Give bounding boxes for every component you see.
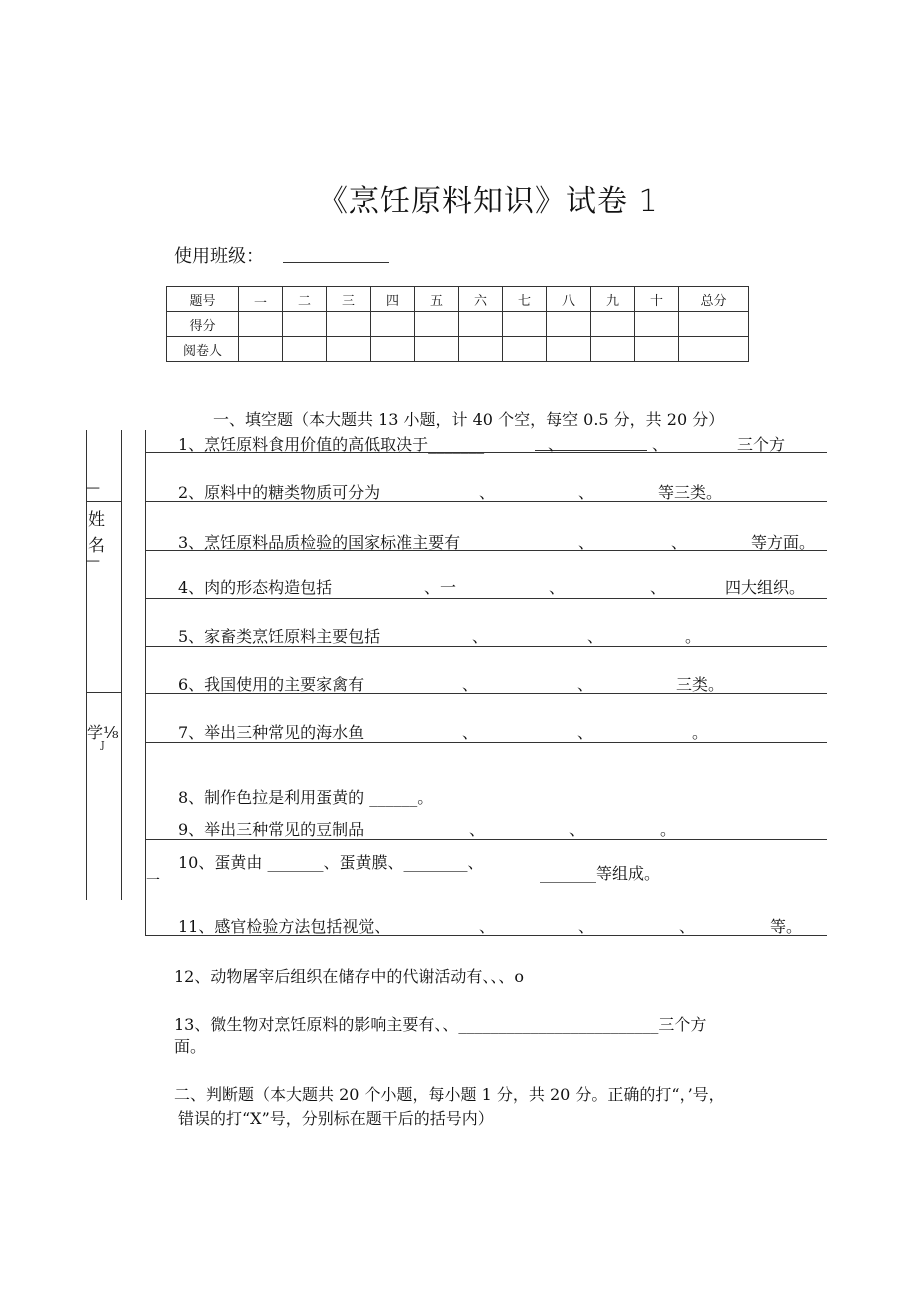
grader-cell[interactable] xyxy=(283,337,327,362)
question-5-tail: 。 xyxy=(685,627,702,646)
student-id-label: 学⅛ xyxy=(87,723,119,742)
question-2-part: 、 xyxy=(578,483,595,502)
score-cell[interactable] xyxy=(239,312,283,337)
question-9: 9、举出三种常见的豆制品 xyxy=(178,820,365,839)
question-9-part: 、 xyxy=(469,820,486,839)
score-table xyxy=(166,286,749,362)
grader-cell[interactable] xyxy=(327,337,371,362)
header-cell: 八 xyxy=(547,287,591,312)
question-7: 7、举出三种常见的海水鱼 xyxy=(178,723,365,742)
question-13-continued: 面。 xyxy=(174,1037,207,1056)
student-id-mark: J xyxy=(101,741,105,751)
grader-cell[interactable] xyxy=(591,337,635,362)
question-1-tail: 三个方 xyxy=(737,435,786,454)
score-cell[interactable] xyxy=(591,312,635,337)
answer-row-rule xyxy=(145,935,827,936)
answer-row-rule xyxy=(145,501,827,502)
score-cell[interactable] xyxy=(547,312,591,337)
header-cell: 二 xyxy=(283,287,327,312)
grader-cell[interactable] xyxy=(239,337,283,362)
question-1-part: 、 xyxy=(652,435,669,454)
question-5: 5、家畜类烹饪原料主要包括 xyxy=(178,627,381,646)
margin-divider xyxy=(86,501,121,502)
question-1: 1、烹饪原料食用价值的高低取决于_______ xyxy=(178,435,485,454)
header-cell: 七 xyxy=(503,287,547,312)
question-1-part: 、 xyxy=(548,435,565,454)
score-cell[interactable] xyxy=(415,312,459,337)
question-2-tail: 等三类。 xyxy=(658,483,723,502)
name-label: 姓 xyxy=(88,510,105,530)
grader-cell[interactable] xyxy=(635,337,679,362)
question-4-part: 、 xyxy=(549,578,566,597)
header-cell: 题号 xyxy=(167,287,239,312)
answer-row-rule xyxy=(145,839,827,840)
question-3-part: 、 xyxy=(578,533,595,552)
grader-cell[interactable] xyxy=(503,337,547,362)
margin-dash: 一 xyxy=(146,873,160,889)
question-13: 13、微生物对烹饪原料的影响主要有、、_________________________三个方 xyxy=(174,1015,707,1034)
question-7-part: 、 xyxy=(577,723,594,742)
score-table-header xyxy=(167,287,749,312)
row-label: 得分 xyxy=(167,312,239,337)
question-3-part: 、 xyxy=(671,533,688,552)
section2-heading-continued: 错误的打“X”号，分别标在题干后的括号内） xyxy=(178,1109,494,1128)
question-7-tail: 。 xyxy=(692,723,709,742)
question-4: 4、肉的形态构造包括 xyxy=(178,578,333,597)
answer-area-left-rule xyxy=(145,430,146,936)
class-blank[interactable] xyxy=(283,262,389,263)
section1-heading: 一、填空题（本大题共 13 小题，计 40 个空，每空 0.5 分，共 20 分） xyxy=(213,410,725,429)
header-cell: 四 xyxy=(371,287,415,312)
grader-cell[interactable] xyxy=(459,337,503,362)
question-11-part: 、 xyxy=(578,917,595,936)
question-9-part: 、 xyxy=(569,820,586,839)
answer-row-rule xyxy=(145,646,827,647)
question-7-part: 、 xyxy=(462,723,479,742)
header-cell: 十 xyxy=(635,287,679,312)
header-cell: 五 xyxy=(415,287,459,312)
question-6-tail: 三类。 xyxy=(676,675,725,694)
answer-row-rule xyxy=(145,742,827,743)
question-2-part: 、 xyxy=(479,483,496,502)
score-row xyxy=(167,312,749,337)
header-cell: 总分 xyxy=(679,287,749,312)
margin-dash: — xyxy=(86,553,100,569)
question-4-tail: 四大组织。 xyxy=(725,578,806,597)
question-6-part: 、 xyxy=(577,675,594,694)
question-10: 10、蛋黄由 _______、蛋黄膜、________、 xyxy=(178,853,484,872)
score-cell[interactable] xyxy=(327,312,371,337)
score-cell[interactable] xyxy=(503,312,547,337)
page-title: 《烹饪原料知识》试卷 1 xyxy=(318,184,659,219)
grader-cell[interactable] xyxy=(679,337,749,362)
question-11: 11、感官检验方法包括视觉、 xyxy=(178,917,391,936)
question-11-tail: 等。 xyxy=(770,917,803,936)
header-cell: 一 xyxy=(239,287,283,312)
score-cell[interactable] xyxy=(283,312,327,337)
question-6: 6、我国使用的主要家禽有 xyxy=(178,675,365,694)
header-cell: 九 xyxy=(591,287,635,312)
question-10-tail: _______等组成。 xyxy=(540,864,661,883)
name-label: 名 xyxy=(88,536,105,556)
question-5-part: 、 xyxy=(472,627,489,646)
answer-row-rule xyxy=(145,693,827,694)
question-3-tail: 等方面。 xyxy=(751,533,816,552)
section2-heading: 二、判断题（本大题共 20 个小题，每小题 1 分，共 20 分。正确的打“，’号， xyxy=(174,1085,725,1104)
question-4-part: 、 xyxy=(650,578,667,597)
header-cell: 三 xyxy=(327,287,371,312)
question-2: 2、原料中的糖类物质可分为 xyxy=(178,483,381,502)
question-11-part: 、 xyxy=(479,917,496,936)
question-9-tail: 。 xyxy=(660,820,677,839)
score-cell[interactable] xyxy=(679,312,749,337)
question-8: 8、制作色拉是利用蛋黄的 ______。 xyxy=(178,788,434,807)
score-cell[interactable] xyxy=(371,312,415,337)
header-cell: 六 xyxy=(459,287,503,312)
score-cell[interactable] xyxy=(459,312,503,337)
question-4-part: 、一 xyxy=(424,578,457,597)
question-3: 3、烹饪原料品质检验的国家标准主要有 xyxy=(178,533,461,552)
question-6-part: 、 xyxy=(462,675,479,694)
question-5-part: 、 xyxy=(587,627,604,646)
margin-right-rule xyxy=(121,430,122,900)
grader-row xyxy=(167,337,749,362)
answer-row-rule xyxy=(145,452,827,453)
question-11-part: 、 xyxy=(679,917,696,936)
row-label: 阅卷人 xyxy=(167,337,239,362)
margin-divider xyxy=(86,692,121,693)
margin-dash: — xyxy=(86,480,100,496)
class-label: 使用班级： xyxy=(174,246,264,267)
grader-cell[interactable] xyxy=(371,337,415,362)
answer-row-rule xyxy=(145,550,827,551)
grader-cell[interactable] xyxy=(415,337,459,362)
answer-row-rule xyxy=(145,598,827,599)
question-12: 12、动物屠宰后组织在储存中的代谢活动有、、、o xyxy=(174,967,524,986)
score-cell[interactable] xyxy=(635,312,679,337)
grader-cell[interactable] xyxy=(547,337,591,362)
